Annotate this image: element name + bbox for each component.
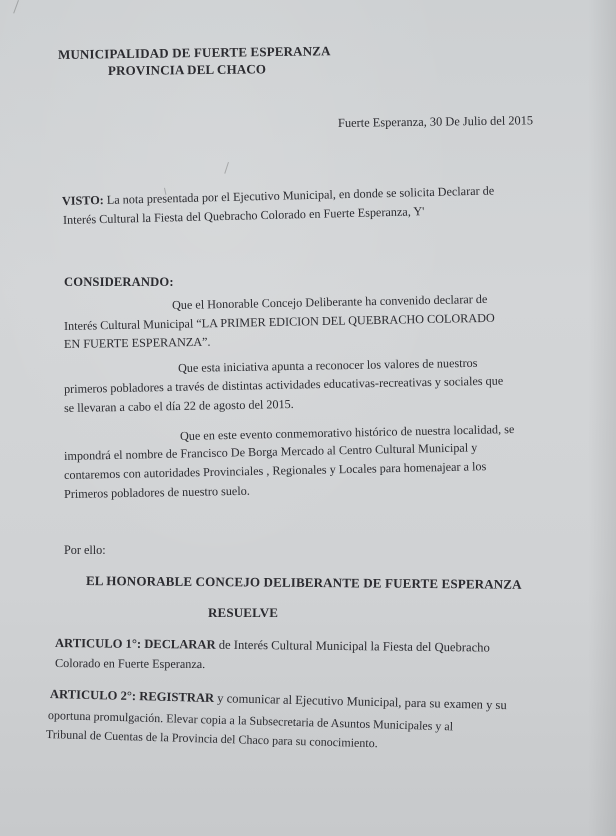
considerando-p1-line-2: Interés Cultural Municipal “LA PRIMER EDICION DEL QUEBRACHO COLORADO bbox=[63, 310, 495, 333]
considerando-p2-line-2: primeros pobladores a través de distintas actividades educativas-recreativas y sociales que bbox=[63, 373, 504, 396]
scan-scratch bbox=[13, 0, 19, 13]
articulo-1-line-2: Colorado en Fuerte Esperanza. bbox=[54, 656, 206, 672]
considerando-p2-line-3: se llevaran a cabo el día 22 de agosto del 2015. bbox=[63, 396, 294, 415]
articulo-1-text: de Interés Cultural Municipal la Fiesta del Quebracho bbox=[215, 637, 490, 655]
considerando-title: CONSIDERANDO: bbox=[64, 275, 174, 289]
articulo-2-text: y comunicar al Ejecutivo Municipal, para su examen y su bbox=[213, 691, 507, 713]
considerando-p1-line-3: EN FUERTE ESPERANZA”. bbox=[63, 334, 211, 351]
articulo-2-line-1 bbox=[50, 688, 507, 712]
document-date: Fuerte Esperanza, 30 De Julio del 2015 bbox=[337, 113, 534, 130]
articulo-2-verb: REGISTRAR bbox=[135, 689, 215, 706]
articulo-1-verb: DECLARAR bbox=[141, 636, 216, 652]
considerando-p3-line-3: contaremos con autoridades Provinciales , Regionales y Locales para homenajear a los bbox=[63, 459, 487, 482]
articulo-2-line-3: Tribunal de Cuentas de la Provincia del Chaco para su conocimiento. bbox=[45, 727, 378, 751]
articulo-1-label: ARTICULO 1°: bbox=[54, 636, 142, 651]
visto-text: La nota presentada por el Ejecutivo Municipal, en donde se solicita Declarar de bbox=[103, 183, 495, 207]
header-province: PROVINCIA DEL CHACO bbox=[107, 61, 267, 78]
visto-label: VISTO: bbox=[61, 192, 104, 208]
articulo-2-label: ARTICULO 2°: bbox=[49, 687, 137, 704]
header-municipality: MUNICIPALIDAD DE FUERTE ESPERANZA bbox=[57, 43, 331, 62]
por-ello: Por ello: bbox=[64, 543, 106, 557]
page-edge-shadow bbox=[588, 0, 616, 836]
visto-line-2: Interés Cultural la Fiesta del Quebracho Colorado en Fuerte Esperanza, Y' bbox=[62, 204, 425, 227]
considerando-p2-line-1: Que esta iniciativa apunta a reconocer los valores de nuestros bbox=[177, 355, 478, 375]
articulo-2-line-2: oportuna promulgación. Elevar copia a la Subsecretaria de Asuntos Municipales y al bbox=[47, 708, 454, 734]
considerando-p3-line-2: impondrá el nombre de Francisco De Borga Mercado al Centro Cultural Municipal y bbox=[63, 440, 478, 463]
articulo-1-line-1 bbox=[55, 637, 490, 654]
resuelve-title: RESUELVE bbox=[208, 605, 279, 620]
considerando-p1-line-1: Que el Honorable Concejo Deliberante ha convenido declarar de bbox=[171, 291, 488, 312]
considerando-p3-line-1: Que en este evento conmemorativo histórico de nuestra localidad, se bbox=[179, 421, 515, 443]
visto-line-1 bbox=[62, 184, 494, 207]
concejo-title: EL HONORABLE CONCEJO DELIBERANTE DE FUERTE ESPERANZA bbox=[85, 573, 522, 592]
considerando-p3-line-4: Primeros pobladores de nuestro suelo. bbox=[63, 483, 250, 501]
scan-scratch bbox=[224, 162, 229, 174]
